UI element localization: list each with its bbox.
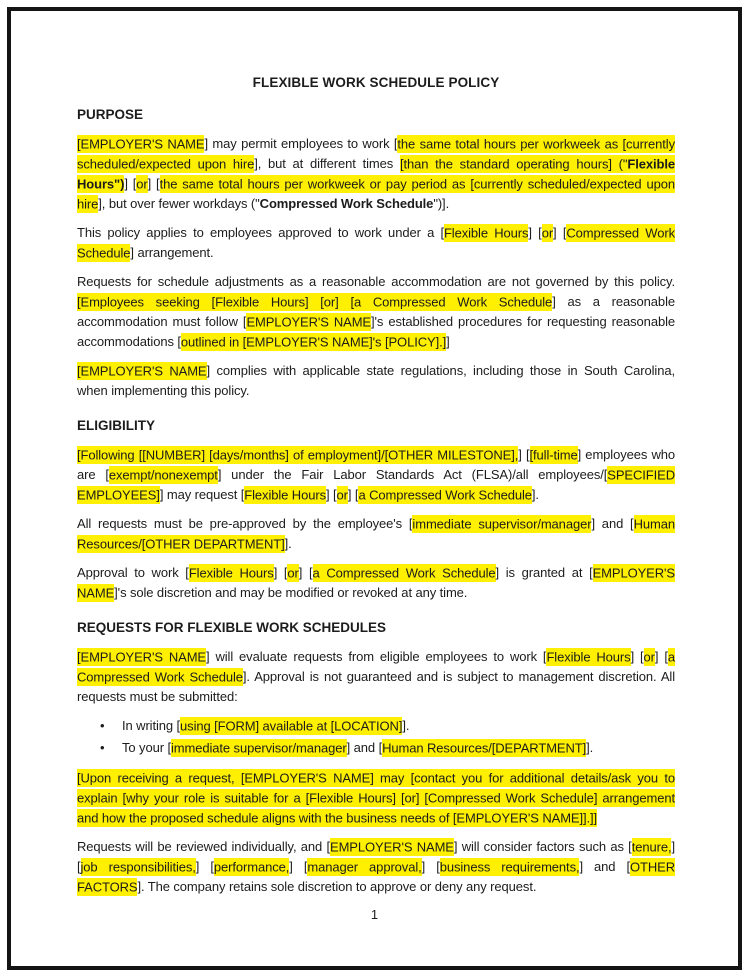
paragraph: Requests for schedule adjustments as a reasonable accommodation are not governed by this policy. [Employees seeking [Flexible Hours] [or] [a Compressed Work Schedule] as a reasonable accommodation must follow [EMPLOYER'S NAME]'s established procedures for requesting reasonable accommodations [outlined in [EMPLOYER'S NAME]'s [POLICY].]] [77,274,675,349]
highlighted-text: [than the standard operating hours] (" [399,156,628,171]
paragraph: All requests must be pre-approved by the employee's [immediate supervisor/manager] and [Human Resources/[OTHER DEPARTMENT]]. [77,516,675,551]
paragraph: This policy applies to employees approved to work under a [Flexible Hours] [or] [Compressed Work Schedule] arrangement. [77,225,675,260]
highlighted-text: [EMPLOYER'S NAME [77,649,207,664]
highlighted-text: EMPLOYER'S NAME [330,839,454,854]
bullet-icon: • [100,718,105,733]
highlighted-text: performance, [213,859,290,874]
document-page [11,11,738,966]
highlighted-text: exempt/nonexempt [108,467,218,482]
highlighted-text: EMPLOYER'S NAME [246,314,372,329]
highlighted-text: a Compressed Work Schedule [358,487,532,502]
section-heading: REQUESTS FOR FLEXIBLE WORK SCHEDULES [77,620,387,635]
page-frame [7,7,742,970]
highlighted-text: or [541,225,554,240]
highlighted-text: [Upon receiving a request, [EMPLOYER'S NAME] may [contact you for additional details/ask you to explain [why your role is suitable for a [Flexible Hours] [or] [Compressed Work Schedule] arrangement and how the proposed schedule aligns with the business needs of [EMPLOYER'S NAME]].]] [77,770,675,825]
highlighted-text: [EMPLOYER'S NAME [77,363,207,378]
highlighted-text: Flexible Hours [546,649,631,664]
section-heading: ELIGIBILITY [77,418,156,433]
highlighted-text: SPECIFIED EMPLOYEES] [77,467,676,502]
highlighted-text: tenure, [631,839,672,854]
paragraph [77,768,675,828]
highlighted-text: business requirements, [439,859,580,874]
paragraph: [EMPLOYER'S NAME] may permit employees to work [the same total hours per workweek as [currently scheduled/expected upon hire], but at different times [than the standard operating hours] ("Flexible Hours")] [or] [the same total hours per workweek or pay period as [currently scheduled/expected upon hire], but over fewer workdays ("Compressed Work Schedule")]. [77,136,675,211]
highlighted-text: a Compressed Work Schedule [312,565,496,580]
highlighted-text: Flexible Hours [188,565,274,580]
highlighted-text: outlined in [EMPLOYER'S NAME]'s [POLICY].] [180,334,447,349]
list-item: • To your [immediate supervisor/manager] and [Human Resources/[DEPARTMENT]]. [122,737,675,759]
highlighted-text: a Compressed Work Schedule [77,649,675,684]
highlighted-text: the same total hours per workweek as [currently scheduled/expected upon hire [77,136,675,171]
highlighted-text: OTHER FACTORS [77,859,676,894]
paragraph: [EMPLOYER'S NAME] complies with applicable state regulations, including those in South Carolina, when implementing this policy. [77,363,675,398]
document-content [77,105,675,897]
highlighted-text: [EMPLOYER'S NAME [77,136,205,151]
page-number: 1 [370,907,379,922]
highlighted-text: or [336,487,348,502]
highlighted-text: Human Resources/[DEPARTMENT] [382,740,587,755]
highlighted-text: Flexible Hours [443,225,529,240]
highlighted-text: or [643,649,655,664]
highlighted-text: [Following [[NUMBER] [days/months] of employment]/[OTHER MILESTONE], [77,447,519,462]
bullet-list [77,715,675,759]
highlighted-text: manager approval, [307,859,422,874]
bold-text: Flexible Hours") [77,156,675,191]
highlighted-text: Compressed Work Schedule [77,225,675,260]
highlighted-text: job responsibilities, [80,859,196,874]
paragraph: Requests will be reviewed individually, and [EMPLOYER'S NAME] will consider factors such as [tenure,] [job responsibilities,] [performance,] [manager approval,] [business requirements,] and [OTHER FACTORS]. The company retains sole discretion to approve or deny any request. [77,839,676,894]
document-title: FLEXIBLE WORK SCHEDULE POLICY [252,75,500,90]
paragraph: [EMPLOYER'S NAME] will evaluate requests from eligible employees to work [Flexible Hours] [or] [a Compressed Work Schedule]. Approval is not guaranteed and is subject to management discretion. All requests must be submitted: [77,649,675,704]
highlighted-text: EMPLOYER'S NAME [77,565,675,600]
highlighted-text: the same total hours per workweek or pay period as [currently scheduled/expected upon hire [77,176,675,211]
highlighted-text: immediate supervisor/manager [412,516,592,531]
highlighted-text: Flexible Hours [244,487,326,502]
highlighted-text: using [FORM] available at [LOCATION] [180,718,403,733]
list-item: • In writing [using [FORM] available at [LOCATION]]. [122,715,675,737]
paragraph: Approval to work [Flexible Hours] [or] [a Compressed Work Schedule] is granted at [EMPLOYER'S NAME]'s sole discretion and may be modified or revoked at any time. [77,565,675,600]
bullet-icon: • [100,740,105,755]
bold-text: Compressed Work Schedule [259,196,434,211]
highlighted-text: [Employees seeking [Flexible Hours] [or] [a Compressed Work Schedule [77,294,553,309]
highlighted-text: or [287,565,299,580]
paragraph: [Following [[NUMBER] [days/months] of employment]/[OTHER MILESTONE],] [[full-time] employees who are [exempt/nonexempt] under the Fair Labor Standards Act (FLSA)/all employees/[SPECIFIED EMPLOYEES]] may request [Flexible Hours] [or] [a Compressed Work Schedule]. [77,447,676,502]
section-heading: PURPOSE [77,107,144,122]
highlighted-text: immediate supervisor/manager [170,740,347,755]
highlighted-text: Human Resources/[OTHER DEPARTMENT] [77,516,675,551]
highlighted-text: [full-time [529,447,578,462]
highlighted-text: or [136,176,148,191]
